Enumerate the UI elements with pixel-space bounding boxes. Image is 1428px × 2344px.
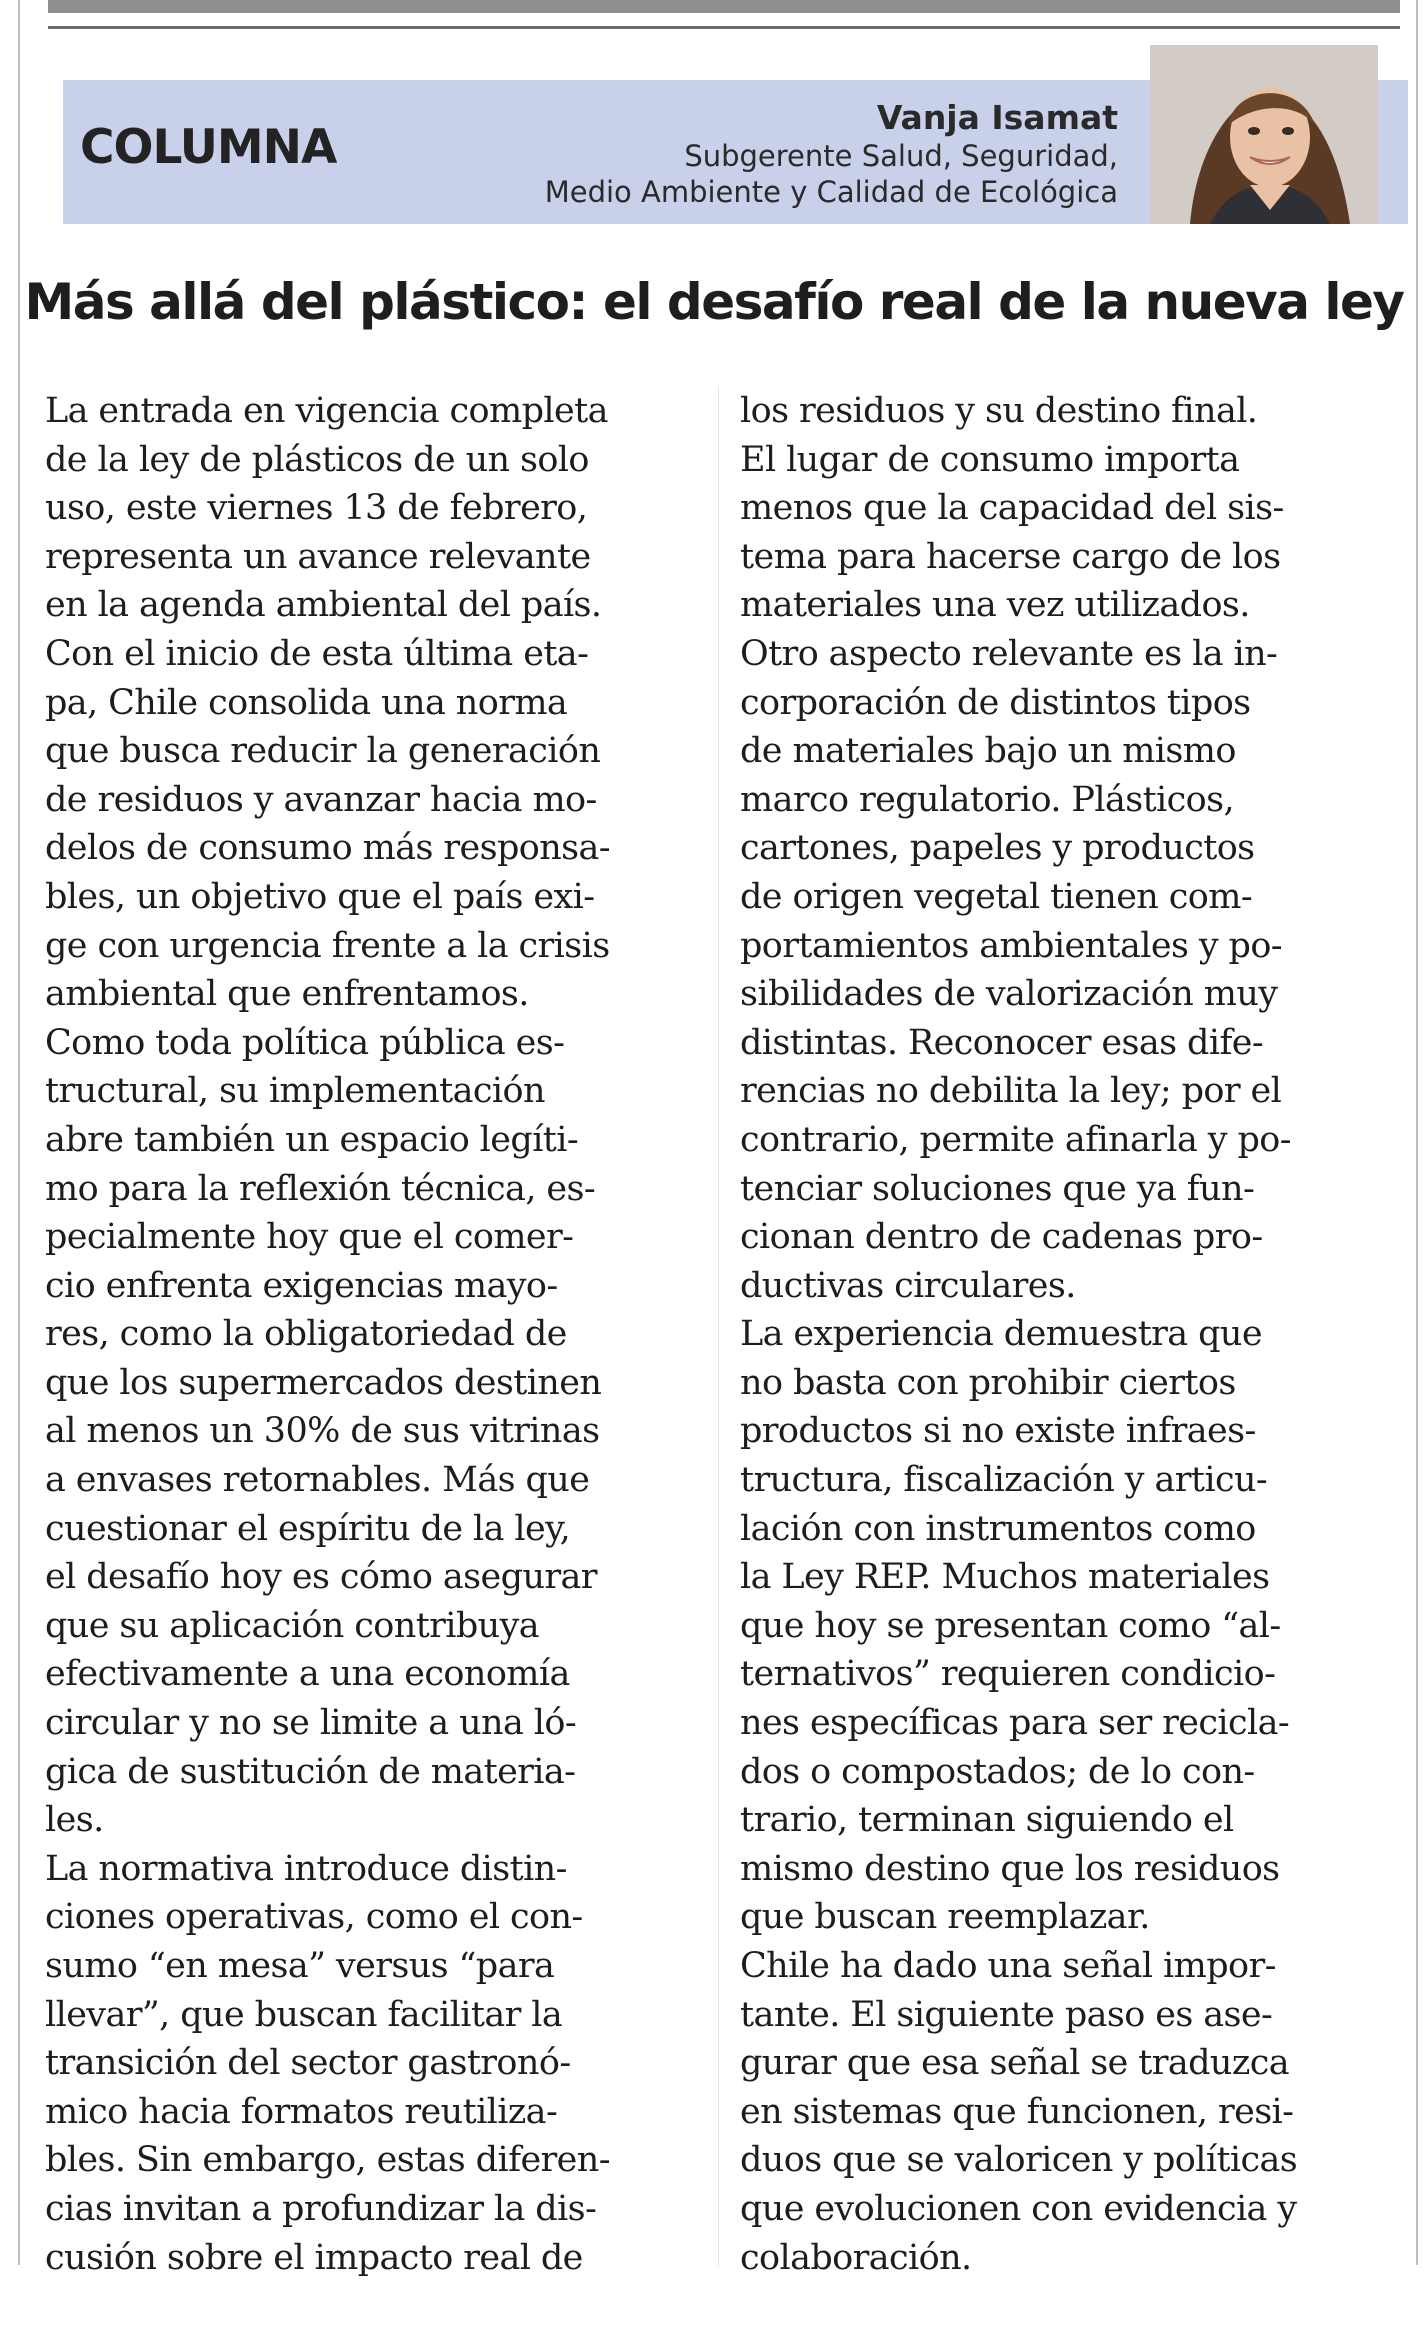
top-rule-bar bbox=[48, 0, 1400, 13]
text-line: no basta con prohibir ciertos bbox=[740, 1362, 1236, 1403]
text-line: cusión sobre el impacto real de bbox=[45, 2237, 583, 2278]
text-line: en la agenda ambiental del país. bbox=[45, 585, 602, 626]
text-line: ambiental que enfrentamos. bbox=[45, 974, 529, 1015]
text-line: uso, este viernes 13 de febrero, bbox=[45, 488, 588, 529]
text-line: duos que se valoricen y políticas bbox=[740, 2140, 1298, 2181]
text-line: ciones operativas, como el con- bbox=[45, 1897, 583, 1938]
text-line: en sistemas que funcionen, resi- bbox=[740, 2091, 1294, 2132]
text-line: Con el inicio de esta última eta- bbox=[45, 633, 589, 674]
article-column-left bbox=[45, 387, 695, 2282]
text-line: la Ley REP. Muchos materiales bbox=[740, 1557, 1270, 1598]
text-line: Otro aspecto relevante es la in- bbox=[740, 633, 1278, 674]
text-line: contrario, permite afinarla y po- bbox=[740, 1119, 1292, 1160]
text-line: bles. Sin embargo, estas diferen- bbox=[45, 2140, 610, 2181]
text-line: pa, Chile consolida una norma bbox=[45, 682, 568, 723]
author-role-line1: Subgerente Salud, Seguridad, bbox=[684, 139, 1118, 173]
text-line: el desafío hoy es cómo asegurar bbox=[45, 1557, 597, 1598]
text-line: productos si no existe infraes- bbox=[740, 1411, 1256, 1452]
text-line: mico hacia formatos reutiliza- bbox=[45, 2091, 558, 2132]
text-line: efectivamente a una economía bbox=[45, 1654, 570, 1695]
text-line: marco regulatorio. Plásticos, bbox=[740, 779, 1234, 820]
text-line: cias invitan a profundizar la dis- bbox=[45, 2188, 597, 2229]
text-line: La normativa introduce distin- bbox=[45, 1848, 567, 1889]
author-role-line2: Medio Ambiente y Calidad de Ecológica bbox=[544, 175, 1118, 209]
text-line: sumo “en mesa” versus “para bbox=[45, 1946, 555, 1986]
article-column-right bbox=[740, 387, 1390, 2282]
text-line: colaboración. bbox=[740, 2237, 972, 2278]
text-line: que evolucionen con evidencia y bbox=[740, 2188, 1297, 2229]
top-rule-line bbox=[48, 26, 1400, 29]
text-line: Chile ha dado una señal impor- bbox=[740, 1946, 1276, 1986]
text-line: los residuos y su destino final. bbox=[740, 391, 1258, 431]
text-line: cio enfrenta exigencias mayo- bbox=[45, 1265, 558, 1306]
text-line: que su aplicación contribuya bbox=[45, 1605, 540, 1646]
text-line: de residuos y avanzar hacia mo- bbox=[45, 779, 597, 820]
author-photo bbox=[1150, 45, 1378, 224]
text-line: que los supermercados destinen bbox=[45, 1362, 602, 1403]
text-line: circular y no se limite a una ló- bbox=[45, 1703, 577, 1744]
text-line: que busca reducir la generación bbox=[45, 731, 601, 772]
section-label: COLUMNA bbox=[80, 120, 337, 175]
text-line: Como toda política pública es- bbox=[45, 1022, 565, 1063]
text-line: bles, un objetivo que el país exi- bbox=[45, 876, 595, 917]
text-line: que hoy se presentan como “al- bbox=[740, 1605, 1281, 1646]
author-name: Vanja Isamat bbox=[876, 98, 1118, 137]
text-line: trario, terminan siguiendo el bbox=[740, 1800, 1234, 1841]
text-line: transición del sector gastronó- bbox=[45, 2043, 571, 2084]
text-line: les. bbox=[45, 1800, 104, 1841]
text-line: ductivas circulares. bbox=[740, 1265, 1076, 1306]
text-line: pecialmente hoy que el comer- bbox=[45, 1217, 574, 1258]
text-line: res, como la obligatoriedad de bbox=[45, 1314, 567, 1355]
text-line: nes específicas para ser recicla- bbox=[740, 1703, 1290, 1744]
text-line: que buscan reemplazar. bbox=[740, 1897, 1150, 1938]
page-edge-right bbox=[1416, 0, 1418, 2265]
text-line: de materiales bajo un mismo bbox=[740, 731, 1236, 772]
text-line: La experiencia demuestra que bbox=[740, 1314, 1262, 1355]
text-line: cartones, papeles y productos bbox=[740, 828, 1255, 869]
text-line: El lugar de consumo importa bbox=[740, 439, 1240, 480]
text-line: tema para hacerse cargo de los bbox=[740, 536, 1281, 577]
text-line: tructura, fiscalización y articu- bbox=[740, 1460, 1268, 1501]
text-line: gurar que esa señal se traduzca bbox=[740, 2043, 1289, 2084]
text-line: llevar”, que buscan facilitar la bbox=[45, 1994, 563, 2035]
page-edge-left bbox=[18, 0, 20, 2265]
text-line: gica de sustitución de materia- bbox=[45, 1751, 576, 1792]
text-line: a envases retornables. Más que bbox=[45, 1460, 590, 1501]
article-headline: Más allá del plástico: el desafío real de la nueva ley bbox=[24, 273, 1404, 331]
text-line: rencias no debilita la ley; por el bbox=[740, 1071, 1282, 1112]
text-line: tructural, su implementación bbox=[45, 1071, 545, 1112]
text-line: de origen vegetal tienen com- bbox=[740, 876, 1253, 917]
text-line: ge con urgencia frente a la crisis bbox=[45, 925, 610, 966]
text-line: mismo destino que los residuos bbox=[740, 1848, 1280, 1889]
text-line: abre también un espacio legíti- bbox=[45, 1119, 579, 1160]
text-line: dos o compostados; de lo con- bbox=[740, 1751, 1255, 1792]
text-line: delos de consumo más responsa- bbox=[45, 828, 611, 869]
text-line: sibilidades de valorización muy bbox=[740, 974, 1278, 1015]
text-line: lación con instrumentos como bbox=[740, 1508, 1256, 1549]
text-line: cionan dentro de cadenas pro- bbox=[740, 1217, 1263, 1258]
text-line: materiales una vez utilizados. bbox=[740, 585, 1250, 626]
column-divider bbox=[718, 387, 719, 2267]
text-line: portamientos ambientales y po- bbox=[740, 925, 1283, 966]
text-line: distintas. Reconocer esas dife- bbox=[740, 1022, 1264, 1063]
author-block bbox=[545, 98, 1118, 210]
text-line: ternativos” requieren condicio- bbox=[740, 1654, 1276, 1695]
text-line: tante. El siguiente paso es ase- bbox=[740, 1994, 1273, 2035]
text-line: cuestionar el espíritu de la ley, bbox=[45, 1508, 571, 1549]
text-line: tenciar soluciones que ya fun- bbox=[740, 1168, 1255, 1209]
text-line: mo para la reflexión técnica, es- bbox=[45, 1168, 596, 1209]
text-line: de la ley de plásticos de un solo bbox=[45, 439, 589, 480]
text-line: La entrada en vigencia completa bbox=[45, 391, 608, 431]
author-portrait-icon bbox=[1150, 45, 1378, 224]
text-line: corporación de distintos tipos bbox=[740, 682, 1251, 723]
text-line: representa un avance relevante bbox=[45, 536, 591, 577]
text-line: menos que la capacidad del sis- bbox=[740, 488, 1284, 529]
text-line: al menos un 30% de sus vitrinas bbox=[45, 1411, 600, 1452]
